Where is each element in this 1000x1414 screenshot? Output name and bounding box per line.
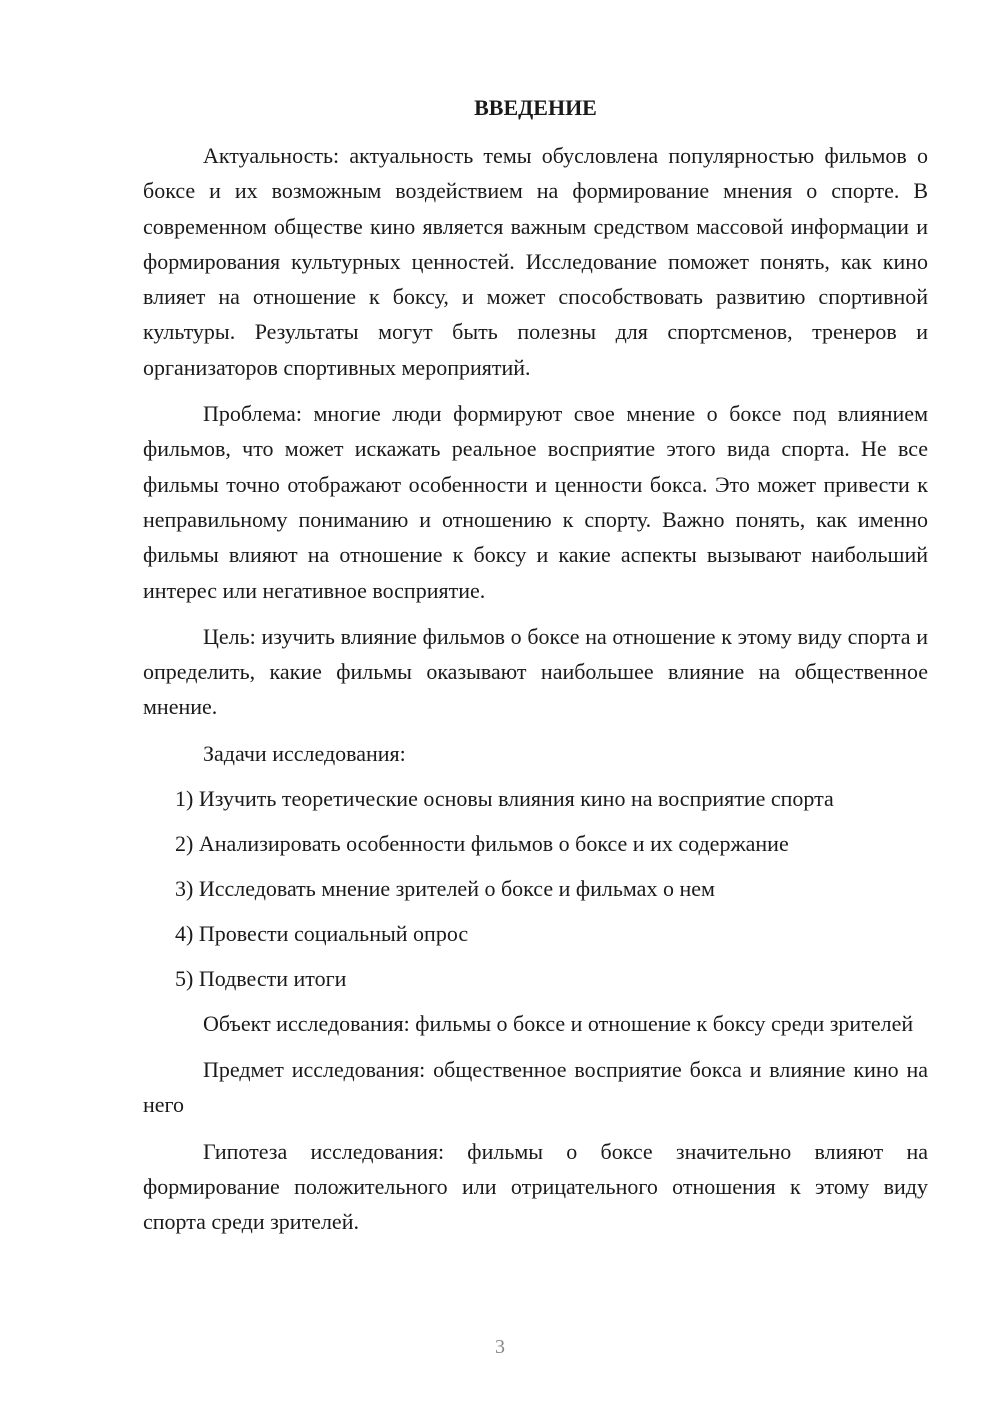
- document-page: [143, 92, 928, 1251]
- goal-paragraph: Цель: изучить влияние фильмов о боксе на отношение к этому виду спорта и определить, какие фильмы оказывают наибольшее влияние на общественное мнение.: [143, 623, 928, 720]
- tasks-list: [143, 781, 928, 996]
- task-item: 2) Анализировать особенности фильмов о боксе и их содержание: [175, 830, 789, 856]
- task-item: 3) Исследовать мнение зрителей о боксе и фильмах о нем: [175, 875, 715, 901]
- page-number: 3: [495, 1336, 505, 1358]
- relevance-paragraph: Актуальность: актуальность темы обусловлена популярностью фильмов о боксе и их возможным воздействием на формирование мнения о спорте. В современном обществе кино является важным средством массовой информации и формирования культурных ценностей. Исследование поможет понять, как кино влияет на отношение к боксу, и может способствовать развитию спортивной культуры. Результаты могут быть полезны для спортсменов, тренеров и организаторов спортивных мероприятий.: [143, 143, 928, 380]
- hypothesis-paragraph: Гипотеза исследования: фильмы о боксе значительно влияют на формирование положительного или отрицательного отношения к этому виду спорта среди зрителей.: [143, 1138, 928, 1235]
- task-item: 5) Подвести итоги: [175, 965, 347, 991]
- subject-paragraph: Предмет исследования: общественное восприятие бокса и влияние кино на него: [143, 1057, 928, 1118]
- object-paragraph: Объект исследования: фильмы о боксе и отношение к боксу среди зрителей: [203, 1010, 914, 1036]
- problem-paragraph: Проблема: многие люди формируют свое мнение о боксе под влиянием фильмов, что может искажать реальное восприятие этого вида спорта. Не все фильмы точно отображают особенности и ценности бокса. Это может привести к неправильному пониманию и отношению к спорту. Важно понять, как именно фильмы влияют на отношение к боксу и какие аспекты вызывают наибольший интерес или негативное восприятие.: [143, 401, 928, 603]
- page-title: ВВЕДЕНИЕ: [474, 95, 597, 120]
- tasks-heading: Задачи исследования:: [203, 740, 406, 766]
- task-item: 1) Изучить теоретические основы влияния кино на восприятие спорта: [175, 785, 834, 811]
- task-item: 4) Провести социальный опрос: [175, 920, 469, 946]
